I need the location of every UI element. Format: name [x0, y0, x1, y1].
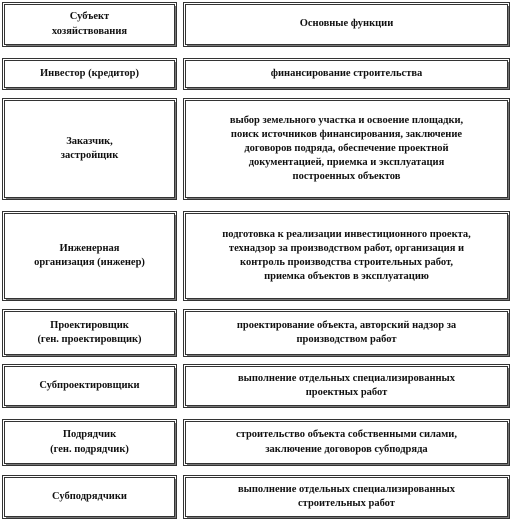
- function-box-customer: [185, 100, 508, 198]
- function-label: выполнение отдельных специализированных проектных работ: [237, 372, 455, 398]
- subject-box-subdesigners: [4, 366, 175, 406]
- header-functions-box: [185, 4, 508, 45]
- subject-box-engineer: [4, 213, 175, 299]
- function-label: выполнение отдельных специализированных строительных работ: [237, 483, 455, 509]
- subject-label: Инвестор (кредитор): [40, 67, 139, 79]
- function-box-contractor: [185, 421, 508, 464]
- header-subject-box: [4, 4, 175, 45]
- function-box-subdesigners: [185, 366, 508, 406]
- function-label: подготовка к реализации инвестиционного проекта, технадзор за производством работ, организация и контроль производства строительных работ, приемка объектов в эксплуатацию: [222, 228, 471, 283]
- subject-label: Заказчик, застройщик: [60, 135, 119, 161]
- subject-label: Инженерная организация (инженер): [34, 242, 145, 268]
- subject-box-customer: [4, 100, 175, 198]
- function-label: выбор земельного участка и освоение площадки, поиск источников финансирования, заключение договоров подряда, обеспечение проектной документацией, приемка и эксплуатация построенных объектов: [229, 114, 464, 183]
- subject-box-investor: [4, 60, 175, 88]
- function-box-designer: [185, 311, 508, 355]
- header-functions-label: Основные функции: [299, 18, 394, 30]
- header-subject-label: Субъект хозяйствования: [51, 11, 128, 37]
- subject-box-contractor: [4, 421, 175, 464]
- function-label: строительство объекта собственными силами, заключение договоров субподряда: [236, 429, 457, 455]
- subject-label: Субпроектировщики: [39, 379, 140, 391]
- function-box-subcontractors: [185, 477, 508, 517]
- subject-label: Субподрядчики: [52, 490, 127, 502]
- subject-label: Подрядчик (ген. подрядчик): [50, 429, 129, 455]
- function-label: проектирование объекта, авторский надзор за производством работ: [236, 319, 457, 345]
- function-box-engineer: [185, 213, 508, 299]
- function-box-investor: [185, 60, 508, 88]
- subject-box-subcontractors: [4, 477, 175, 517]
- subject-box-designer: [4, 311, 175, 355]
- function-label: финансирование строительства: [270, 67, 423, 79]
- subject-label: Проектировщик (ген. проектировщик): [37, 319, 142, 345]
